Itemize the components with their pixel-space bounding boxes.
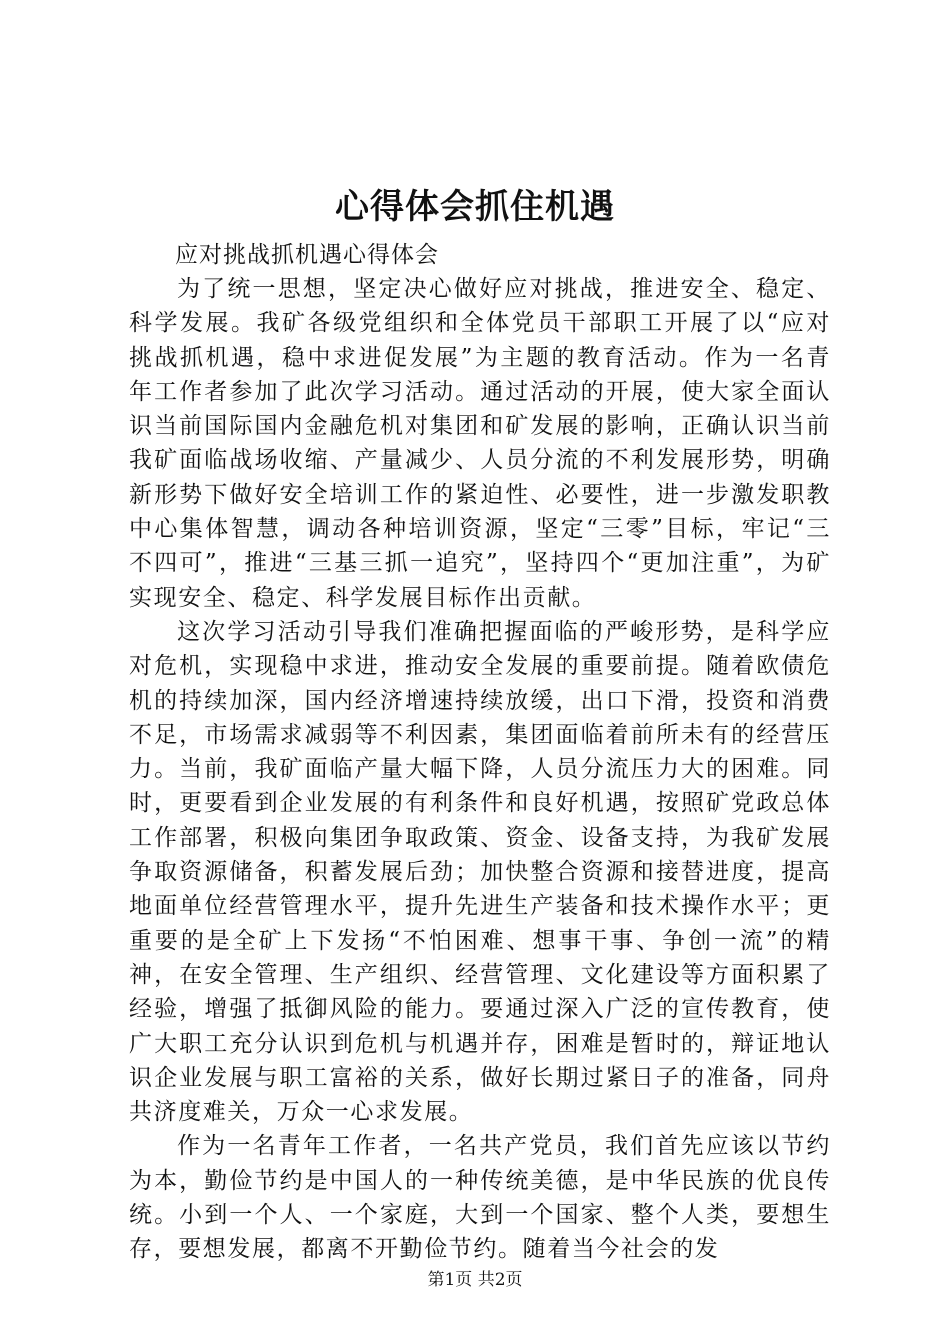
document-title: 心得体会抓住机遇 — [335, 187, 615, 227]
document-body — [129, 238, 831, 1267]
body-paragraph-3: 作为一名青年工作者，一名共产党员，我们首先应该以节约为本，勤俭节约是中国人的一种传统美德，是中华民族的优良传统。小到一个人、一个家庭，大到一个国家、整个人类，要想生存，要想发展，都离不开勤俭节约。随着当今社会的发 — [129, 1133, 831, 1263]
document-subtitle: 应对挑战抓机遇心得体会 — [175, 242, 439, 268]
body-paragraph-1: 为了统一思想，坚定决心做好应对挑战，推进安全、稳定、科学发展。我矿各级党组织和全体党员干部职工开展了以“应对挑战抓机遇，稳中求进促发展”为主题的教育活动。作为一名青年工作者参加了此次学习活动。通过活动的开展，使大家全面认识当前国际国内金融危机对集团和矿发展的影响，正确认识当前我矿面临战场收缩、产量减少、人员分流的不利发展形势，明确新形势下做好安全培训工作的紧迫性、必要性，进一步激发职教中心集体智慧，调动各种培训资源，坚定“三零”目标，牢记“三不四可”，推进“三基三抓一追究”，坚持四个“更加注重”，为矿实现安全、稳定、科学发展目标作出贡献。 — [129, 276, 831, 611]
page-footer: 第1页 共2页 — [427, 1270, 523, 1290]
body-paragraph-2: 这次学习活动引导我们准确把握面临的严峻形势，是科学应对危机，实现稳中求进，推动安全发展的重要前提。随着欧债危机的持续加深，国内经济增速持续放缓，出口下滑，投资和消费不足，市场需求减弱等不利因素，集团面临着前所未有的经营压力。当前，我矿面临产量大幅下降，人员分流压力大的困难。同时，更要看到企业发展的有利条件和良好机遇，按照矿党政总体工作部署，积极向集团争取政策、资金、设备支持，为我矿发展争取资源储备，积蓄发展后劲；加快整合资源和接替进度，提高地面单位经营管理水平，提升先进生产装备和技术操作水平；更重要的是全矿上下发扬“不怕困难、想事干事、争创一流”的精神，在安全管理、生产组织、经营管理、文化建设等方面积累了经验，增强了抵御风险的能力。要通过深入广泛的宣传教育，使广大职工充分认识到危机与机遇并存，困难是暂时的，辩证地认识企业发展与职工富裕的关系，做好长期过紧日子的准备，同舟共济度难关，万众一心求发展。 — [129, 618, 831, 1126]
